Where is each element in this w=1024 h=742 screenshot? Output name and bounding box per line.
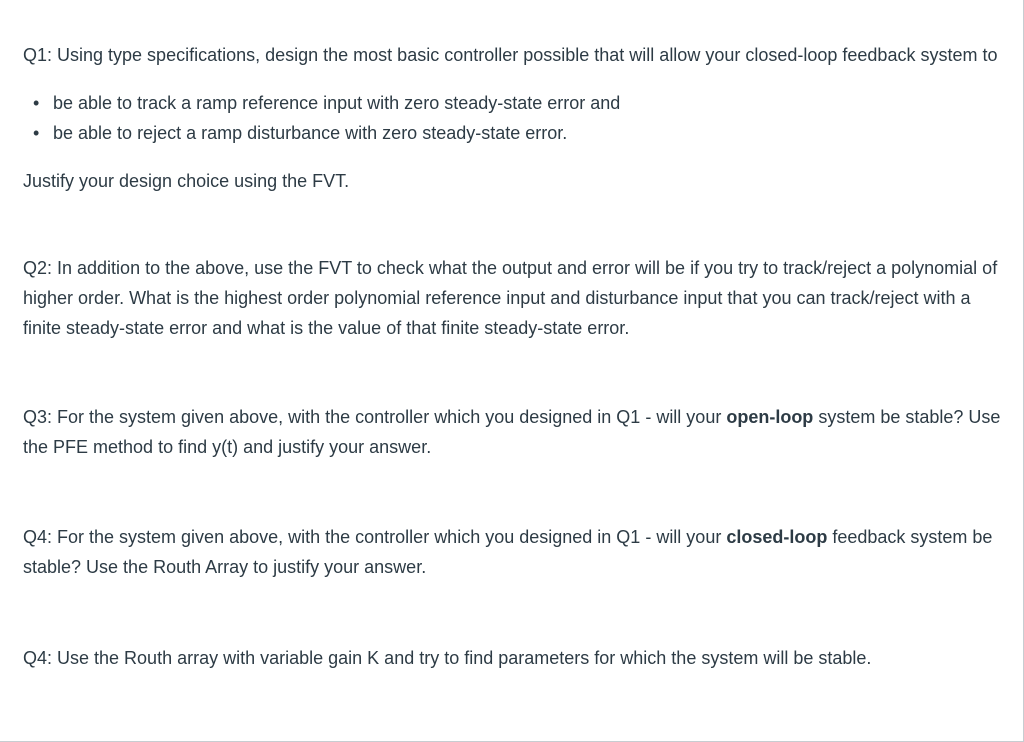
q3-text-after: system be stable? Use the PFE method to find y(t) and justify your answer. [23,407,1001,457]
q3-bold-open-loop: open-loop [726,407,814,427]
assignment-content [23,40,1008,673]
q4-text-before: Q4: For the system given above, with the controller which you designed in Q1 - will your [23,527,727,547]
q1-requirement-ramp-tracking: • be able to track a ramp reference input with zero steady-state error and [53,88,1008,118]
q3-text-before: Q3: For the system given above, with the controller which you designed in Q1 - will your [23,407,727,427]
q5-text: Q4: Use the Routh array with variable gain K and try to find parameters for which the system will be stable. [23,648,872,668]
q4-text-after: feedback system be stable? Use the Routh Array to justify your answer. [23,527,993,577]
q3-text [23,402,1008,462]
q2-text: Q2: In addition to the above, use the FVT to check what the output and error will be if you try to track/reject a polynomial of higher order. What is the highest order polynomial reference input and disturbance input that you can track/reject with a finite steady-state error and what is the value of that finite steady-state error. [23,258,998,338]
q1-requirements-list [23,88,1008,148]
q1-intro: Q1: Using type specifications, design the most basic controller possible that will allow your closed-loop feedback system to [23,45,998,65]
q1-justify: Justify your design choice using the FVT. [23,171,350,191]
q4-text [23,522,1008,582]
q4-bold-closed-loop: closed-loop [726,527,828,547]
q1-requirement-ramp-disturbance: • be able to reject a ramp disturbance with zero steady-state error. [53,118,1008,148]
